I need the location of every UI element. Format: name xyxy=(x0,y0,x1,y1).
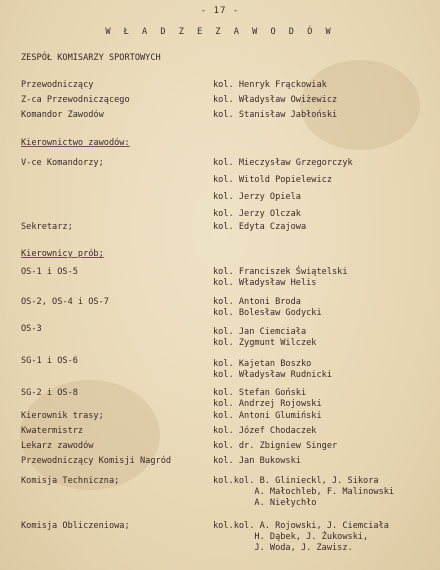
vice-name: kol. Jerzy Opiela xyxy=(213,192,301,202)
stage-role: Komisja Obliczeniowa; xyxy=(21,521,130,531)
vice-name: kol. Jerzy Olczak xyxy=(213,209,301,219)
page-number: - 17 - xyxy=(200,6,240,16)
stage-names: kol. Jan Bukowski xyxy=(213,456,301,466)
stage-role: Przewodniczący Komisji Nagród xyxy=(21,456,172,466)
stage-names: kol. Antoni Broda kol. Bolesław Godycki xyxy=(213,297,322,318)
stage-role: Kierownik trasy; xyxy=(21,411,104,421)
stage-names: kol.kol. A. Rojowski, J. Ciemciała H. Dąbek, J. Żukowski, J. Woda, J. Zawisz. xyxy=(213,521,389,553)
stage-names: kol. dr. Zbigniew Singer xyxy=(213,441,338,451)
page-title: W Ł A D Z E Z A W O D Ó W xyxy=(105,27,335,37)
stage-role: OS-3 xyxy=(21,324,42,334)
committee-name: kol. Henryk Frąckowiak xyxy=(213,80,327,90)
stage-names: kol. Kajetan Boszko kol. Władysław Rudnicki xyxy=(213,359,332,380)
stage-names: kol. Jan Ciemciała kol. Zygmunt Wilczek xyxy=(213,327,317,348)
stage-role: OS-1 i OS-5 xyxy=(21,267,78,277)
stage-names: kol. Antoni Glumiński xyxy=(213,411,322,421)
vice-name: kol. Witold Popielewicz xyxy=(213,175,332,185)
stage-names: kol.kol. B. Glinieckl, J. Sikora A. Małochleb, F. Malinowski A. Niełychło xyxy=(213,476,395,508)
stage-role: Kwatermistrz xyxy=(21,426,84,436)
stage-names: kol. Stefan Goński kol. Andrzej Rojowski xyxy=(213,388,322,409)
secretary-name: kol. Edyta Czajowa xyxy=(213,222,307,232)
committee-name: kol. Stanisław Jabłoński xyxy=(213,110,338,120)
stage-names: kol. Franciszek Świątelski kol. Władysław Helis xyxy=(213,267,348,288)
committee-name: kol. Władysław Owiżewicz xyxy=(213,95,338,105)
committee-role: Przewodniczący xyxy=(21,80,94,90)
vice-name: kol. Mieczysław Grzegorczyk xyxy=(213,158,353,168)
committee-role: Komandor Zawodów xyxy=(21,110,104,120)
stages-heading: Kierownicy prób; xyxy=(21,249,104,259)
committee-heading: ZESPÓŁ KOMISARZY SPORTOWYCH xyxy=(21,53,161,63)
stage-role: Lekarz zawodów xyxy=(21,441,94,451)
stage-role: OS-2, OS-4 i OS-7 xyxy=(21,297,109,307)
stage-names: kol. Józef Chodaczek xyxy=(213,426,317,436)
secretary-role: Sekretarz; xyxy=(21,222,73,232)
stage-role: SG-2 i OS-8 xyxy=(21,388,78,398)
stage-role: Komisja Techniczna; xyxy=(21,476,120,486)
management-heading: Kierownictwo zawodów: xyxy=(21,138,130,148)
stage-role: SG-1 i OS-6 xyxy=(21,356,78,366)
committee-role: Z-ca Przewodniczącego xyxy=(21,95,130,105)
vice-role: V-ce Komandorzy; xyxy=(21,158,104,168)
